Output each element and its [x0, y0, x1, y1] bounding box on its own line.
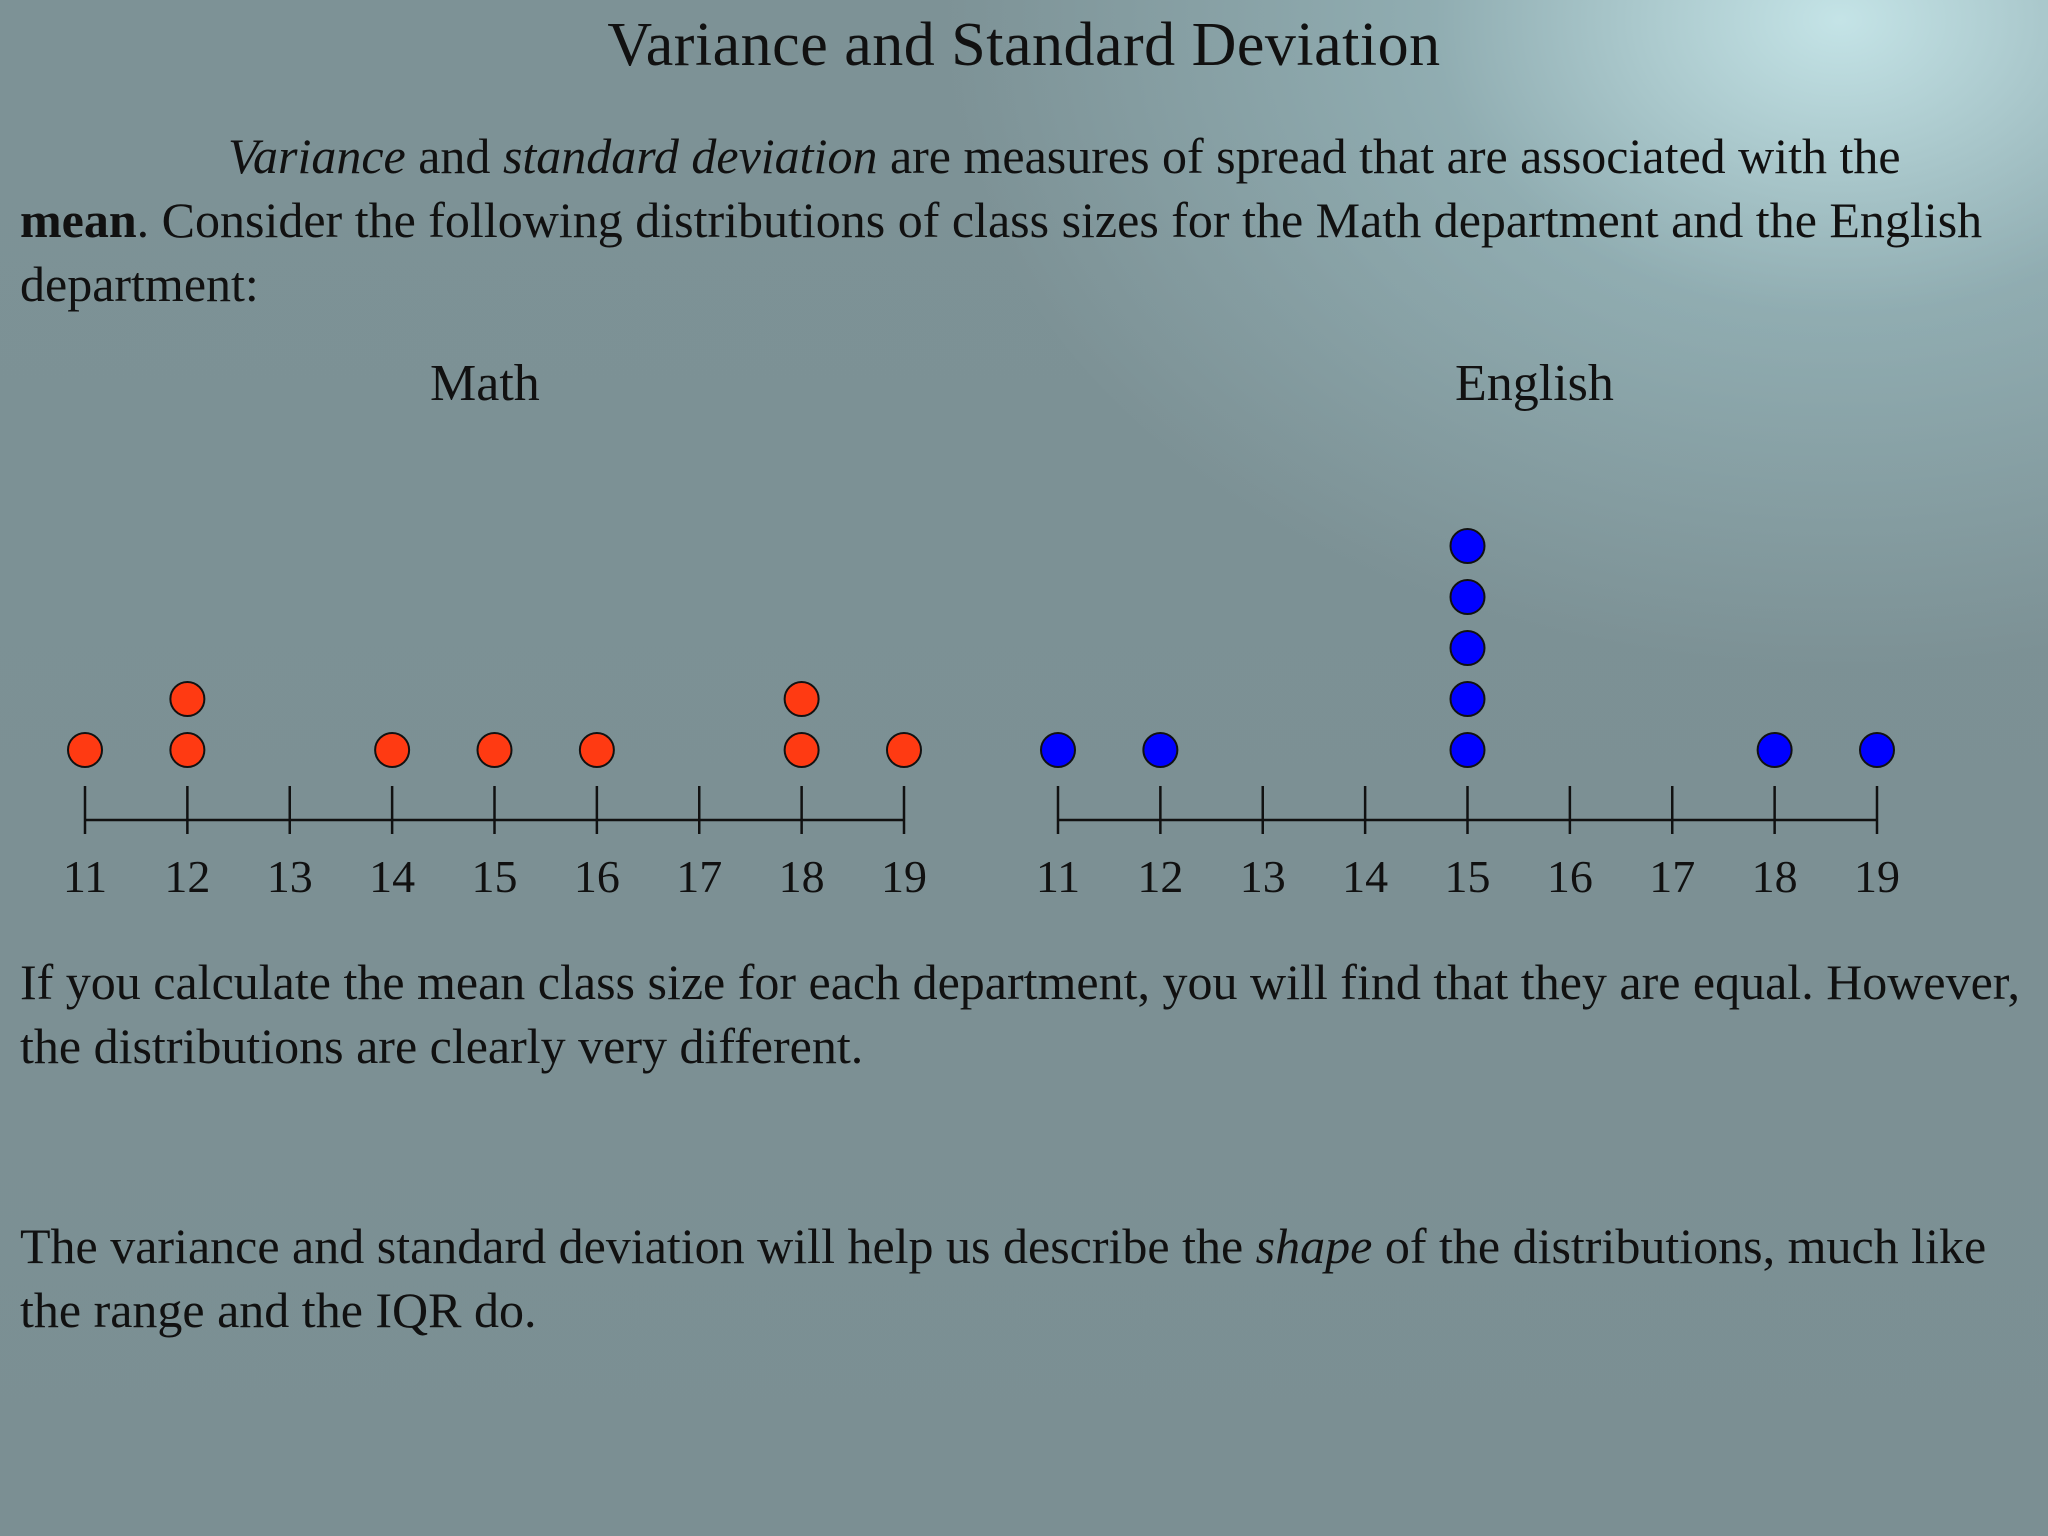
mean-term: mean	[20, 192, 137, 248]
math-tick-label-19: 19	[881, 851, 927, 902]
math-tick-label-14: 14	[369, 851, 416, 902]
math-tick-label-11: 11	[62, 851, 108, 902]
intro-text-1: and	[405, 128, 503, 184]
math-dot-18-2	[785, 682, 819, 716]
shape-term: shape	[1255, 1218, 1373, 1274]
math-dot-16-1	[580, 733, 614, 767]
std-dev-term: standard deviation	[502, 128, 878, 184]
math-dot-14-1	[375, 733, 409, 767]
intro-text-2: are measures of spread that are associated with the	[877, 128, 1901, 184]
math-dot-11-1	[68, 733, 102, 767]
english-tick-label-15: 15	[1444, 851, 1491, 902]
math-dot-19-1	[887, 733, 921, 767]
math-tick-label-13: 13	[266, 851, 313, 902]
english-tick-label-13: 13	[1239, 851, 1286, 902]
english-tick-label-12: 12	[1137, 851, 1184, 902]
math-tick-label-16: 16	[573, 851, 620, 902]
math-tick-label-17: 17	[676, 851, 723, 902]
mean-paragraph: If you calculate the mean class size for each department, you will find that they are equal. However, the distributions are clearly very different.	[20, 954, 2020, 1074]
english-dot-15-3	[1451, 631, 1485, 665]
variance-term: Variance	[228, 128, 406, 184]
english-dot-18-1	[1758, 733, 1792, 767]
english-dot-19-1	[1860, 733, 1894, 767]
math-dot-18-1	[785, 733, 819, 767]
english-dot-15-1	[1451, 733, 1485, 767]
english-tick-label-19: 19	[1854, 851, 1900, 902]
math-dot-12-2	[170, 682, 204, 716]
shape-text-2: of the distributions, much like the range and the IQR do.	[20, 1218, 1987, 1338]
math-tick-label-15: 15	[471, 851, 518, 902]
english-dot-15-5	[1451, 529, 1485, 563]
english-dot-15-2	[1451, 682, 1485, 716]
math-dot-12-1	[170, 733, 204, 767]
intro-text-3: . Consider the following distributions of class sizes for the Math department and the English department:	[20, 192, 1983, 312]
math-tick-label-18: 18	[778, 851, 825, 902]
english-dot-15-4	[1451, 580, 1485, 614]
english-tick-label-14: 14	[1342, 851, 1389, 902]
english-dot-11-1	[1041, 733, 1075, 767]
slide-title: Variance and Standard Deviation	[607, 11, 1441, 79]
math-tick-label-12: 12	[164, 851, 211, 902]
english-tick-label-16: 16	[1546, 851, 1593, 902]
english-tick-label-17: 17	[1649, 851, 1696, 902]
english-tick-label-18: 18	[1751, 851, 1798, 902]
english-chart-title: English	[1455, 355, 1614, 412]
english-dot-12-1	[1143, 733, 1177, 767]
shape-paragraph	[20, 1214, 2030, 1342]
math-chart-title: Math	[430, 355, 540, 412]
math-dot-15-1	[478, 733, 512, 767]
shape-text-1: The variance and standard deviation will help us describe the	[20, 1218, 1256, 1274]
english-tick-label-11: 11	[1035, 851, 1081, 902]
